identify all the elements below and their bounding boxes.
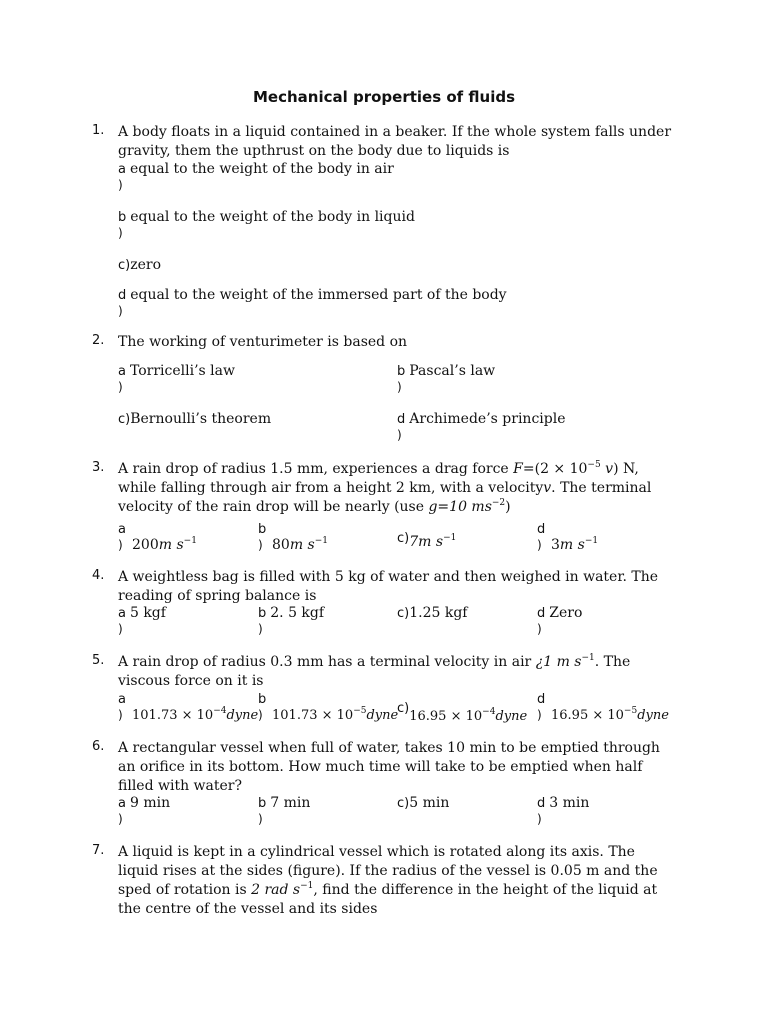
option-value [272,708,398,724]
formula-velocity: v [605,461,614,477]
question-text: A rectangular vessel when full of water, takes 10 min to be emptied through an orifice in its bottom. How much time will take to be emptied when half filled with water? [118,740,660,794]
option-number: 101.73 × 10 [132,708,214,723]
angular-speed-exponent: −1 [300,881,314,891]
option-label: b [258,692,267,707]
option-text: 5 kgf [129,605,166,621]
option-paren: ) [537,812,542,826]
question-text-part: A rain drop of radius 0.3 mm has a terminal velocity in air [118,654,532,670]
option-paren: ) [118,622,123,636]
question-text-part: ) [505,499,511,515]
option-exponent: −1 [584,536,599,546]
option-b [258,795,311,826]
option-number: 3 [551,537,560,553]
option-exponent: −1 [183,536,197,546]
gravity-expression: g=10 ms [428,499,492,515]
option-paren: ) [397,428,402,442]
question-text-part: . The viscous force on it is [118,654,631,689]
option-paren: ) [118,226,123,240]
question-number: 7. [92,843,105,858]
question-text: A weightless bag is filled with 5 kg of water and then weighed in water. The reading of spring balance is [118,569,659,604]
option-value [551,537,598,553]
formula-exponent: −5 [587,460,601,470]
option-paren: ) [118,304,123,318]
option-label: a [118,162,126,177]
option-value [409,534,456,550]
option-d [537,521,599,553]
option-exponent: −4 [482,707,496,717]
option-a [118,521,197,553]
option-text: Torricelli’s law [129,363,235,379]
question-number: 3. [92,460,105,475]
option-unit: m s [289,537,315,553]
option-label: a [118,692,126,707]
option-unit: m s [559,537,585,553]
option-label: d [397,412,406,427]
option-c [397,700,528,724]
velocity-expression: ¿1 m s [535,654,582,670]
option-b [258,521,329,553]
page-title: Mechanical properties of fluids [252,88,516,106]
option-c [118,411,271,428]
option-paren: ) [118,538,123,552]
option-label: b [258,606,267,621]
option-text: equal to the weight of the immersed part of the body [130,287,507,303]
option-d [537,795,590,826]
option-label: b [118,210,127,225]
option-b [258,605,325,636]
option-paren: ) [258,708,263,722]
question-number: 2. [92,333,105,348]
option-label: d [537,796,546,811]
option-text: zero [130,257,162,273]
question-text-part: , find the difference in the height of the liquid at the centre of the vessel and its sides [118,882,658,917]
option-label: c) [397,796,410,811]
option-label: c) [397,701,410,716]
option-value [409,709,527,724]
option-number: 16.95 × 10 [551,708,624,723]
option-paren: ) [258,812,263,826]
option-text: Zero [549,605,583,621]
option-number: 101.73 × 10 [272,708,354,723]
option-a [118,795,171,826]
option-d [537,605,583,636]
gravity-exponent: −2 [491,498,506,508]
question-number: 5. [92,653,105,668]
option-label: c) [118,412,131,427]
question-number: 4. [92,568,105,583]
option-unit: dyne [495,709,528,724]
option-label: c) [397,606,410,621]
option-d [118,287,507,318]
option-number: 16.95 × 10 [409,709,483,724]
option-value [272,537,328,553]
option-number: 80 [272,537,290,553]
option-unit: dyne [637,708,669,723]
option-text: Bernoulli’s theorem [130,411,272,427]
option-label: d [537,692,546,707]
option-paren: ) [537,708,542,722]
option-label: d [537,606,546,621]
question-text-part: . The terminal velocity of the rain drop will be nearly (use [118,480,652,515]
option-value [132,537,197,553]
question-text [118,843,678,919]
question-number: 1. [92,123,105,138]
option-exponent: −5 [353,706,367,716]
option-text: 1.25 kgf [409,605,468,621]
question-text [118,653,678,691]
option-a [118,363,235,394]
option-a [118,161,394,192]
option-text: Archimede’s principle [409,411,566,427]
formula-force: F [513,461,523,477]
question-number: 6. [92,739,105,754]
option-unit: m s [158,537,184,553]
option-label: d [118,288,127,303]
option-exponent: −1 [314,536,329,546]
option-c [397,795,449,812]
option-label: a [118,796,126,811]
question-text-part: while falling through air from a height 2 km, with a velocity [118,480,544,496]
question-text-part: A rain drop of radius 1.5 mm, experiences a drag force [118,461,509,477]
option-text: 3 min [549,795,590,811]
velocity-exponent: −1 [581,653,595,663]
option-paren: ) [118,380,123,394]
option-number: 7 [409,534,419,550]
option-label: a [118,606,126,621]
option-text: equal to the weight of the body in liquid [130,209,415,225]
option-paren: ) [118,708,123,722]
option-c [118,257,161,274]
velocity-symbol: v [543,480,552,496]
option-label: c) [397,531,410,546]
option-a [118,605,166,636]
option-paren: ) [118,178,123,192]
option-paren: ) [258,538,263,552]
option-paren: ) [397,380,402,394]
option-paren: ) [537,622,542,636]
angular-speed-expression: 2 rad s [251,882,301,898]
option-text: 9 min [129,795,171,811]
option-unit: dyne [226,708,259,723]
formula-part: =(2 × 10 [522,461,588,477]
option-value [551,708,669,724]
option-label: c) [118,258,131,273]
option-unit: dyne [366,708,399,723]
formula-part: ) N, [613,461,639,477]
option-text: equal to the weight of the body in air [129,161,394,177]
option-label: b [258,522,267,537]
option-label: a [118,364,126,379]
question-text: The working of venturimeter is based on [118,334,408,350]
option-text: 2. 5 kgf [270,605,325,621]
option-b [118,209,415,240]
option-value [132,708,258,724]
question-text-part: A liquid is kept in a cylindrical vessel which is rotated along its axis. The liquid rises at the sides (figure). If the radius of the vessel is 0.05 m and the sped of rotation is [118,844,658,898]
question-text: A body floats in a liquid contained in a beaker. If the whole system falls under gravity, them the upthrust on the body due to liquids is [118,124,672,159]
option-paren: ) [258,622,263,636]
option-text: Pascal’s law [409,363,496,379]
option-paren: ) [537,538,542,552]
option-exponent: −5 [623,706,638,716]
option-exponent: −4 [213,706,227,716]
option-label: b [397,364,406,379]
option-d [397,411,566,442]
option-label: b [258,796,267,811]
option-text: 7 min [270,795,311,811]
option-number: 200 [132,537,159,553]
option-exponent: −1 [443,533,457,543]
option-label: a [118,522,126,537]
option-c [397,530,457,550]
option-text: 5 min [409,795,450,811]
option-paren: ) [118,812,123,826]
option-c [397,605,467,622]
option-label: d [537,522,546,537]
option-unit: m s [418,534,444,550]
option-b [397,363,496,394]
question-text [118,460,678,517]
